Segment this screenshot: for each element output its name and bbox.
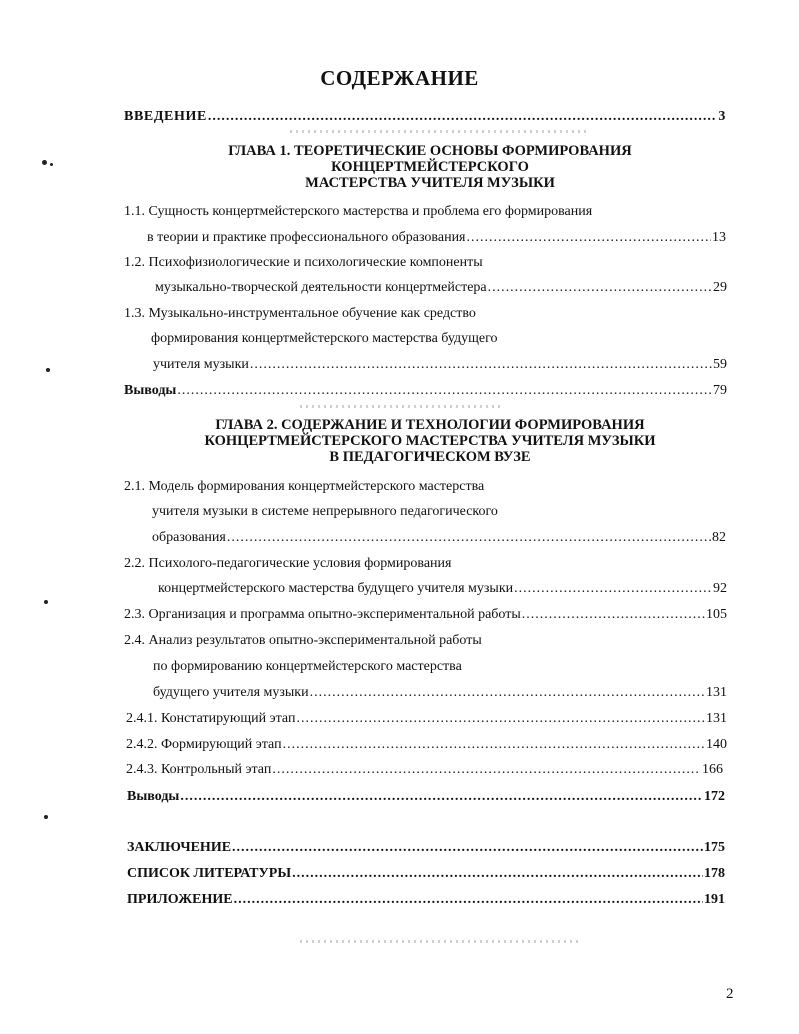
dot-leader <box>292 865 703 883</box>
toc-page: 191 <box>704 892 725 907</box>
toc-entry-1-3-line2: формирования концертмейстерского мастерства будущего <box>151 331 498 346</box>
toc-label: СПИСОК ЛИТЕРАТУРЫ <box>127 866 292 881</box>
scan-speck <box>46 368 50 372</box>
toc-page: 178 <box>704 866 725 881</box>
dot-leader <box>208 108 717 126</box>
toc-label: 2.4.2. Формирующий этап <box>126 737 282 752</box>
toc-label: 2.3. Организация и программа опытно-экспериментальной работы <box>124 607 521 622</box>
dot-leader <box>272 761 701 779</box>
toc-label: ПРИЛОЖЕНИЕ <box>127 892 233 907</box>
toc-entry-2-4-3 <box>126 761 723 779</box>
toc-label: в теории и практике профессионального образования <box>147 230 466 245</box>
dot-leader <box>180 788 703 806</box>
toc-entry-2-4-2 <box>126 736 727 754</box>
toc-entry-2-1-line1: 2.1. Модель формирования концертмейстерского мастерства <box>124 479 485 494</box>
toc-label: музыкально-творческой деятельности концертмейстера <box>155 280 487 295</box>
toc-entry-conclusion <box>127 839 725 857</box>
dot-leader <box>488 279 712 297</box>
toc-page: 59 <box>713 357 727 372</box>
scan-smudge <box>300 940 580 943</box>
toc-entry-2-4 <box>153 684 727 702</box>
dot-leader <box>296 710 705 728</box>
toc-label: образования <box>152 530 226 545</box>
chapter-heading-line: МАСТЕРСТВА УЧИТЕЛЯ МУЗЫКИ <box>305 175 555 191</box>
toc-entry-intro <box>124 108 726 126</box>
toc-entry-1-2-line1: 1.2. Психофизиологические и психологические компоненты <box>124 255 483 270</box>
toc-page: 140 <box>706 737 727 752</box>
scan-speck <box>42 160 47 165</box>
dot-leader <box>310 684 705 702</box>
dot-leader <box>283 736 705 754</box>
toc-page: 13 <box>712 230 726 245</box>
toc-page: 166 <box>702 762 723 777</box>
scan-speck <box>44 600 48 604</box>
scan-speck <box>44 815 48 819</box>
toc-label: Выводы <box>124 383 177 398</box>
page-title: СОДЕРЖАНИЕ <box>320 66 479 90</box>
toc-label: ВВЕДЕНИЕ <box>124 109 207 124</box>
toc-entry-2-4-line1: 2.4. Анализ результатов опытно-экспериментальной работы <box>124 633 482 648</box>
toc-page: 175 <box>704 840 725 855</box>
chapter-heading-line: В ПЕДАГОГИЧЕСКОМ ВУЗЕ <box>329 449 531 465</box>
chapter-heading-line: ГЛАВА 2. СОДЕРЖАНИЕ И ТЕХНОЛОГИИ ФОРМИРОВАНИЯ <box>215 417 645 433</box>
toc-page: 131 <box>706 685 727 700</box>
toc-entry-1-3-line1: 1.3. Музыкально-инструментальное обучение как средство <box>124 306 476 321</box>
toc-entry-2-4-line2: по формированию концертмейстерского мастерства <box>153 659 462 674</box>
toc-label: ЗАКЛЮЧЕНИЕ <box>127 840 232 855</box>
toc-entry-1-2 <box>155 279 727 297</box>
dot-leader <box>232 839 703 857</box>
chapter-heading-line: КОНЦЕРТМЕЙСТЕРСКОГО МАСТЕРСТВА УЧИТЕЛЯ МУЗЫКИ <box>204 433 656 449</box>
toc-page: 172 <box>704 789 725 804</box>
dot-leader <box>522 606 705 624</box>
toc-label: 2.4.3. Контрольный этап <box>126 762 272 777</box>
toc-entry-2-3 <box>124 606 727 624</box>
chapter-heading-line: ГЛАВА 1. ТЕОРЕТИЧЕСКИЕ ОСНОВЫ ФОРМИРОВАНИЯ <box>228 143 632 159</box>
dot-leader <box>514 580 712 598</box>
toc-entry-appendix <box>127 891 725 909</box>
toc-label: будущего учителя музыки <box>153 685 309 700</box>
toc-entry-2-4-1 <box>126 710 727 728</box>
toc-entry-2-2-line1: 2.2. Психолого-педагогические условия формирования <box>124 556 452 571</box>
toc-entry-ch2-conclusions <box>127 788 725 806</box>
scan-smudge <box>290 130 590 133</box>
chapter-1-heading <box>180 143 680 191</box>
dot-leader <box>250 356 712 374</box>
dot-leader <box>234 891 703 909</box>
toc-page: 131 <box>706 711 727 726</box>
toc-page: 82 <box>712 530 726 545</box>
toc-page: 92 <box>713 581 727 596</box>
toc-entry-1-1-line1: 1.1. Сущность концертмейстерского мастерства и проблема его формирования <box>124 204 593 219</box>
toc-page: 29 <box>713 280 727 295</box>
chapter-heading-line: КОНЦЕРТМЕЙСТЕРСКОГО <box>331 159 529 175</box>
dot-leader <box>177 382 712 400</box>
scan-smudge <box>300 405 500 408</box>
toc-page: 3 <box>718 109 726 124</box>
chapter-2-heading <box>180 417 680 465</box>
toc-entry-1-3 <box>153 356 727 374</box>
toc-label: 2.4.1. Констатирующий этап <box>126 711 296 726</box>
page-number: 2 <box>726 986 734 1002</box>
toc-page: 79 <box>713 383 727 398</box>
toc-entry-2-1 <box>152 529 726 547</box>
toc-entry-ch1-conclusions <box>124 382 727 400</box>
toc-page: 105 <box>706 607 727 622</box>
dot-leader <box>467 229 712 247</box>
toc-entry-2-2 <box>158 580 727 598</box>
dot-leader <box>227 529 711 547</box>
toc-entry-1-1 <box>147 229 726 247</box>
toc-label: Выводы <box>127 789 180 804</box>
toc-label: учителя музыки <box>153 357 249 372</box>
toc-entry-references <box>127 865 725 883</box>
toc-entry-2-1-line2: учителя музыки в системе непрерывного педагогического <box>152 504 498 519</box>
toc-label: концертмейстерского мастерства будущего учителя музыки <box>158 581 514 596</box>
scan-speck <box>50 163 53 166</box>
